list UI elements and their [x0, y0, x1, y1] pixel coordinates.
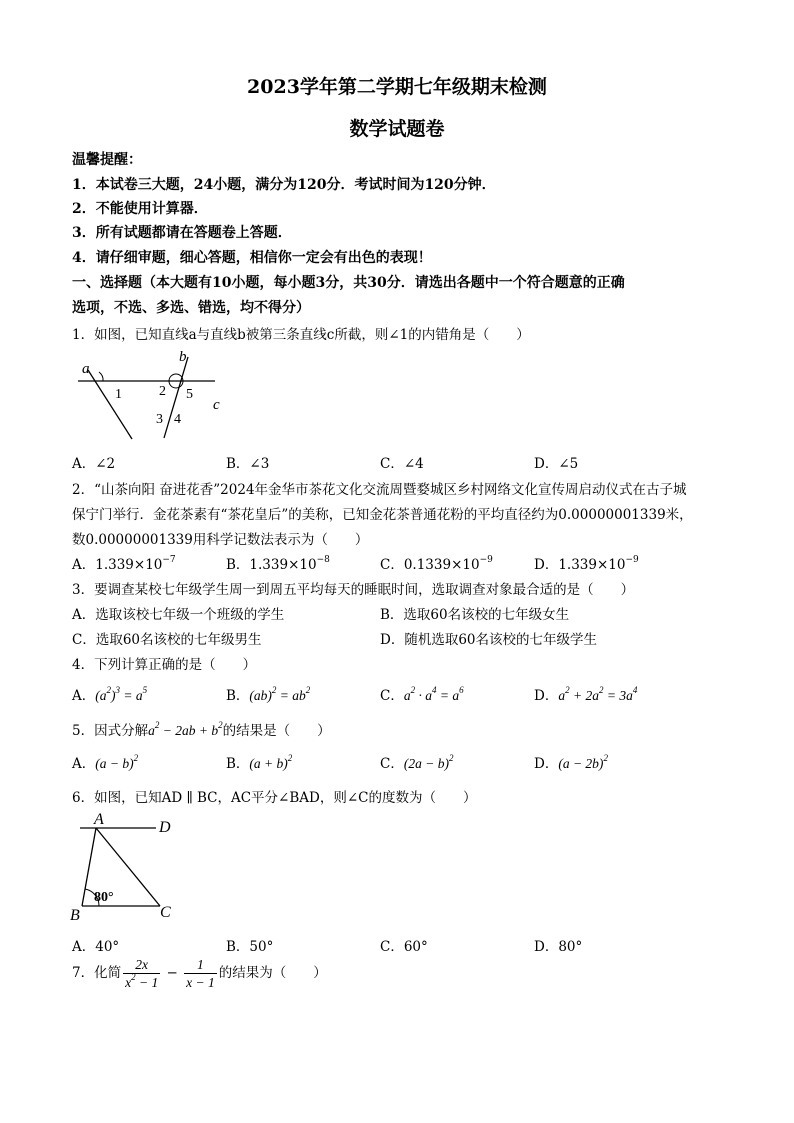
q5-option-a: A．$(a - b)^2$ — [72, 753, 139, 772]
q1-figure — [70, 345, 230, 445]
q2-option-a: A．$1.339\times 10^{-7}$ — [72, 555, 176, 573]
q2-option-d: D．$1.339\times 10^{-9}$ — [534, 555, 639, 573]
q3-option-c: C．选取60名该校的七年级男生 — [72, 632, 262, 648]
label-3: 3 — [156, 412, 163, 427]
label-1: 1 — [115, 387, 122, 402]
q7-stem: 7．化简 $\frac{2x}{x^2 - 1}$ − $\frac{1}{x - 1}$ 的结果为（ ） — [72, 957, 327, 990]
q5-option-c: C．$(2a - b)^2$ — [380, 753, 454, 772]
tip-item: 2．不能使用计算器． — [72, 201, 208, 217]
label-D: D — [159, 819, 171, 836]
q1-option-b: B．∠3 — [226, 456, 270, 472]
q2-stem-line3: 数0.00000001339用科学记数法表示为（ ） — [72, 532, 369, 548]
label-5: 5 — [186, 387, 193, 402]
q1-stem: 1．如图，已知直线a与直线b被第三条直线c所截，则∠1的内错角是（ ） — [72, 327, 530, 343]
label-80: 80° — [94, 890, 114, 905]
q6-stem: 6．如图，已知AD ∥ BC，AC平分∠BAD，则∠C的度数为（ ） — [72, 790, 477, 806]
q4-option-b: B．$(ab)^2 = ab^2$ — [226, 685, 311, 704]
q3-stem: 3．要调查某校七年级学生周一到周五平均每天的睡眠时间，选取调查对象最合适的是（ ） — [72, 582, 635, 598]
q6-option-c: C．60° — [380, 939, 428, 955]
label-C: C — [160, 904, 171, 921]
tip-item: 3．所有试题都请在答题卷上答题． — [72, 225, 292, 241]
q4-option-a: A．$(a^2)^3 = a^5$ — [72, 685, 148, 704]
q4-stem: 4．下列计算正确的是（ ） — [72, 657, 257, 673]
q5-option-d: D．$(a - 2b)^2$ — [534, 753, 608, 772]
section-heading: 一、选择题（本大题有10小题，每小题3分，共30分．请选出各题中一个符合题意的正确 — [72, 275, 625, 291]
section-heading-cont: 选项，不选、多选、错选，均不得分） — [72, 300, 310, 316]
q2-option-c: C．$0.1339\times 10^{-9}$ — [380, 555, 493, 573]
q1-option-d: D．∠5 — [534, 456, 579, 472]
q3-option-b: B．选取60名该校的七年级女生 — [380, 607, 570, 623]
label-4: 4 — [174, 412, 181, 427]
q2-stem-line1: 2．“山茶向阳 奋进花香”2024年金华市茶花文化交流周暨婺城区乡村网络文化宣传周启动仪式在古子城 — [72, 482, 687, 498]
tips-heading: 温馨提醒： — [72, 152, 142, 168]
q2-option-b: B．$1.339\times 10^{-8}$ — [226, 555, 330, 573]
exam-subtitle: 数学试题卷 — [349, 118, 445, 140]
q3-option-a: A．选取该校七年级一个班级的学生 — [72, 607, 285, 623]
label-a: a — [82, 361, 90, 377]
exam-title: 2023学年第二学期七年级期末检测 — [247, 76, 547, 98]
label-B: B — [70, 907, 80, 924]
tip-item: 1．本试卷三大题，24小题，满分为120分．考试时间为120分钟． — [72, 177, 496, 193]
label-b: b — [179, 349, 187, 365]
q3-option-d: D．随机选取60名该校的七年级学生 — [380, 632, 598, 648]
q6-option-b: B．50° — [226, 939, 274, 955]
q5-option-b: B．$(a + b)^2$ — [226, 753, 293, 772]
label-2: 2 — [159, 384, 166, 399]
q1-option-c: C．∠4 — [380, 456, 424, 472]
q2-stem-line2: 保宁门举行．金花茶素有“茶花皇后”的美称，已知金花茶普通花粉的平均直径约为0.00000001339米， — [72, 507, 693, 523]
q6-figure — [68, 810, 188, 925]
q4-option-d: D．$a^2 + 2a^2 = 3a^4$ — [534, 685, 638, 704]
tip-item: 4．请仔细审题，细心答题，相信你一定会有出色的表现！ — [72, 250, 432, 266]
label-A: A — [94, 811, 104, 828]
q4-option-c: C．$a^2 \cdot a^4 = a^6$ — [380, 685, 464, 704]
q6-option-d: D．80° — [534, 939, 583, 955]
q6-option-a: A．40° — [72, 939, 120, 955]
label-c: c — [213, 397, 220, 413]
q1-option-a: A．∠2 — [72, 456, 116, 472]
q5-stem: 5．因式分解$a^2 - 2ab + b^2$的结果是（ ） — [72, 720, 331, 739]
